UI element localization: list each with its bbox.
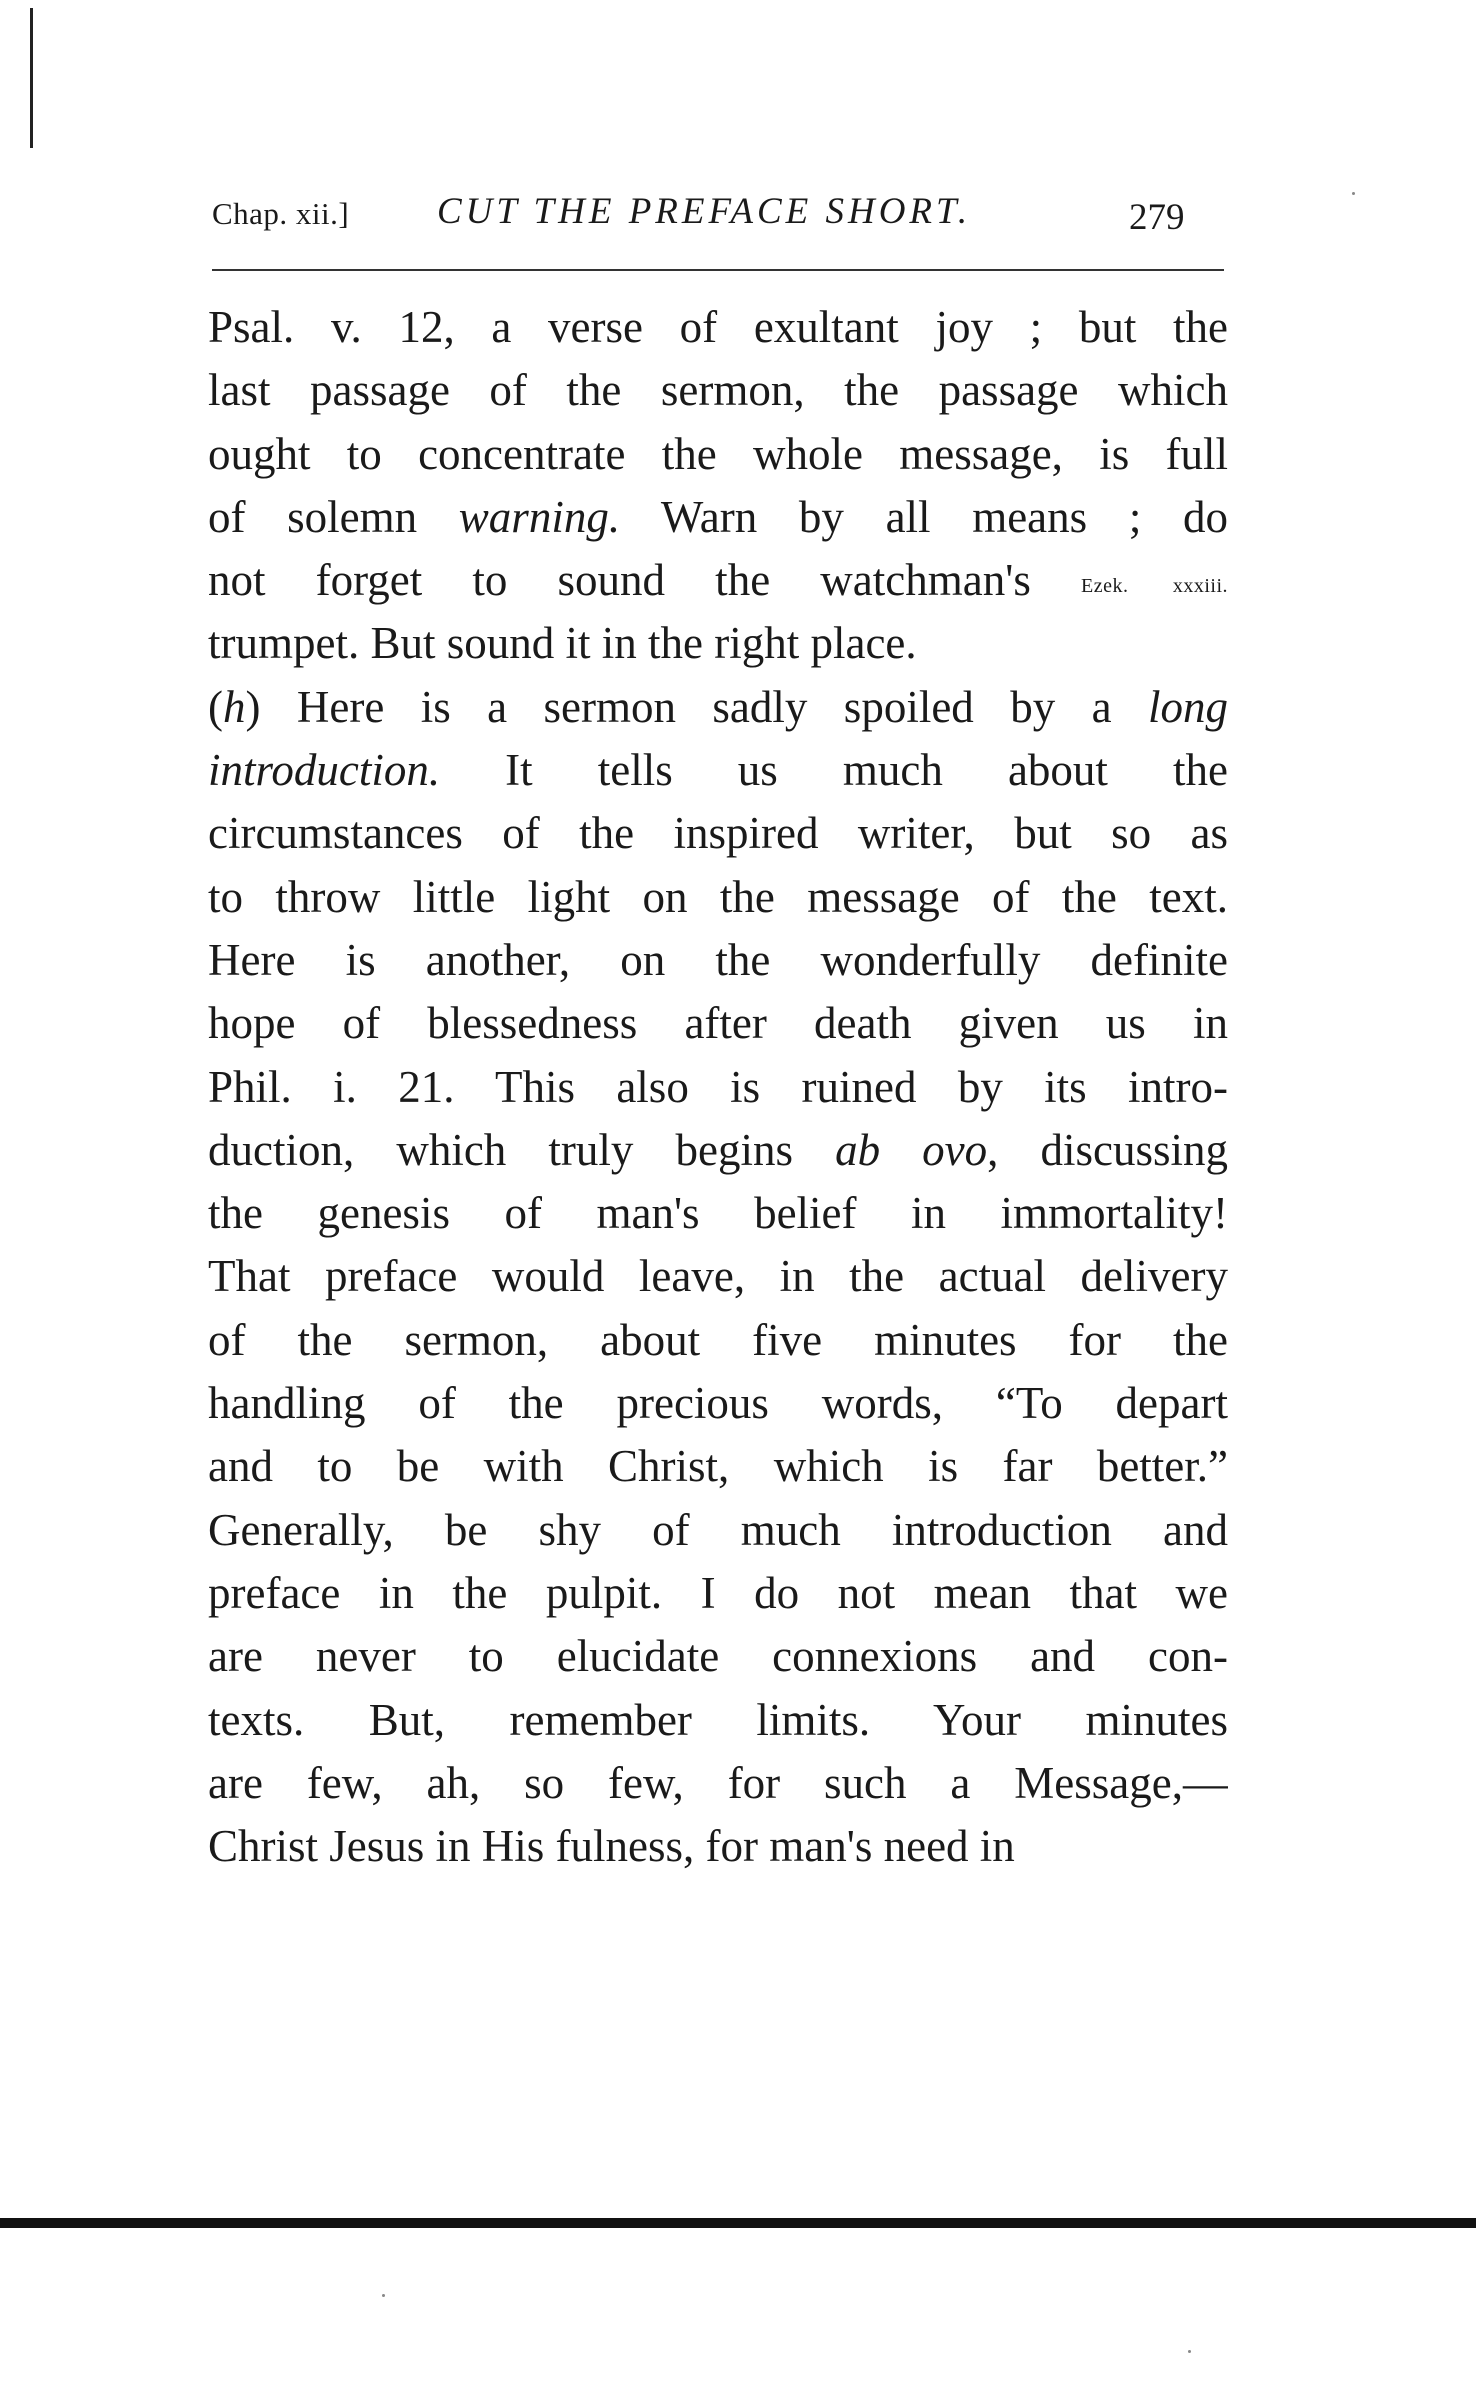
text-line bbox=[208, 1752, 1228, 1815]
text-run: Christ Jesus in His fulness, for man's need in bbox=[208, 1821, 1015, 1872]
italic-text: warning. bbox=[458, 491, 621, 542]
text-run: Here is another, on the wonderfully definite bbox=[208, 934, 1228, 985]
speck bbox=[1188, 2350, 1191, 2353]
italic-text: h bbox=[223, 681, 246, 732]
text-run: , discussing bbox=[987, 1124, 1228, 1175]
italic-text: ab ovo bbox=[835, 1124, 988, 1175]
text-line bbox=[208, 1625, 1228, 1688]
text-run: to throw little light on the message of the text. bbox=[208, 871, 1228, 922]
text-line bbox=[208, 739, 1228, 802]
text-run: handling of the precious words, “To depart bbox=[208, 1378, 1228, 1429]
text-run: ( bbox=[208, 681, 223, 732]
text-run: Generally, be shy of much introduction and bbox=[208, 1504, 1228, 1555]
text-run: ought to concentrate the whole message, is full bbox=[208, 428, 1228, 479]
text-run: Phil. i. 21. This also is ruined by its intro- bbox=[208, 1061, 1228, 1112]
text-run: ) Here is a sermon sadly spoiled by a bbox=[245, 681, 1148, 732]
running-title: CUT THE PREFACE SHORT. bbox=[437, 191, 972, 232]
text-run: are never to elucidate connexions and con- bbox=[208, 1631, 1228, 1682]
text-line bbox=[208, 1689, 1228, 1752]
text-line bbox=[208, 486, 1228, 549]
text-line bbox=[208, 1435, 1228, 1498]
italic-text: long bbox=[1147, 681, 1228, 732]
text-run: circumstances of the inspired writer, but so as bbox=[208, 808, 1228, 859]
text-run: last passage of the sermon, the passage which bbox=[208, 365, 1228, 416]
text-line bbox=[208, 676, 1228, 739]
text-line bbox=[208, 1372, 1228, 1435]
text-run: trumpet. But sound it in the right place. bbox=[208, 618, 917, 669]
text-run: preface in the pulpit. I do not mean that we bbox=[208, 1567, 1228, 1618]
text-line bbox=[208, 1056, 1228, 1119]
text-run: the genesis of man's belief in immortality! bbox=[208, 1188, 1228, 1239]
text-line bbox=[208, 1245, 1228, 1308]
text-line bbox=[208, 1309, 1228, 1372]
speck bbox=[382, 2294, 385, 2297]
text-line bbox=[208, 1499, 1228, 1562]
header-rule bbox=[212, 269, 1224, 271]
text-run: of solemn bbox=[208, 491, 459, 542]
text-run: of the sermon, about five minutes for the bbox=[208, 1314, 1228, 1365]
text-line bbox=[208, 423, 1228, 486]
text-run: hope of blessedness after death given us in bbox=[208, 998, 1228, 1049]
text-run: Warn by all means ; do bbox=[620, 491, 1228, 542]
italic-text: introduction. bbox=[208, 745, 441, 796]
text-run: That preface would leave, in the actual delivery bbox=[208, 1251, 1228, 1302]
body-text bbox=[208, 296, 1228, 1878]
text-run: and to be with Christ, which is far better.” bbox=[208, 1441, 1228, 1492]
text-line bbox=[208, 296, 1228, 359]
page-header bbox=[212, 188, 1224, 244]
text-line bbox=[208, 1119, 1228, 1182]
text-line bbox=[208, 1562, 1228, 1625]
text-line bbox=[208, 866, 1228, 929]
text-line bbox=[208, 612, 1228, 675]
margin-reference: Ezek. xxxiii. bbox=[1080, 575, 1228, 598]
text-run: duction, which truly begins bbox=[208, 1124, 836, 1175]
text-run: Psal. v. 12, a verse of exultant joy ; but the bbox=[208, 302, 1228, 352]
text-run: are few, ah, so few, for such a Message,— bbox=[208, 1757, 1228, 1808]
page-number: 279 bbox=[1129, 197, 1185, 238]
page-bottom-rule bbox=[0, 2218, 1476, 2228]
text-line bbox=[208, 992, 1228, 1055]
chapter-label: Chap. xii.] bbox=[212, 196, 350, 231]
text-line bbox=[208, 929, 1228, 992]
text-run: not forget to sound the watchman's bbox=[208, 555, 1081, 606]
speck bbox=[1352, 192, 1355, 195]
text-run: texts. But, remember limits. Your minutes bbox=[208, 1694, 1228, 1745]
text-line bbox=[208, 802, 1228, 865]
text-line bbox=[208, 359, 1228, 422]
text-line bbox=[208, 1182, 1228, 1245]
text-line bbox=[208, 1815, 1228, 1878]
text-line bbox=[208, 549, 1228, 612]
text-run: It tells us much about the bbox=[440, 745, 1228, 796]
scan-edge-mark bbox=[30, 8, 33, 148]
